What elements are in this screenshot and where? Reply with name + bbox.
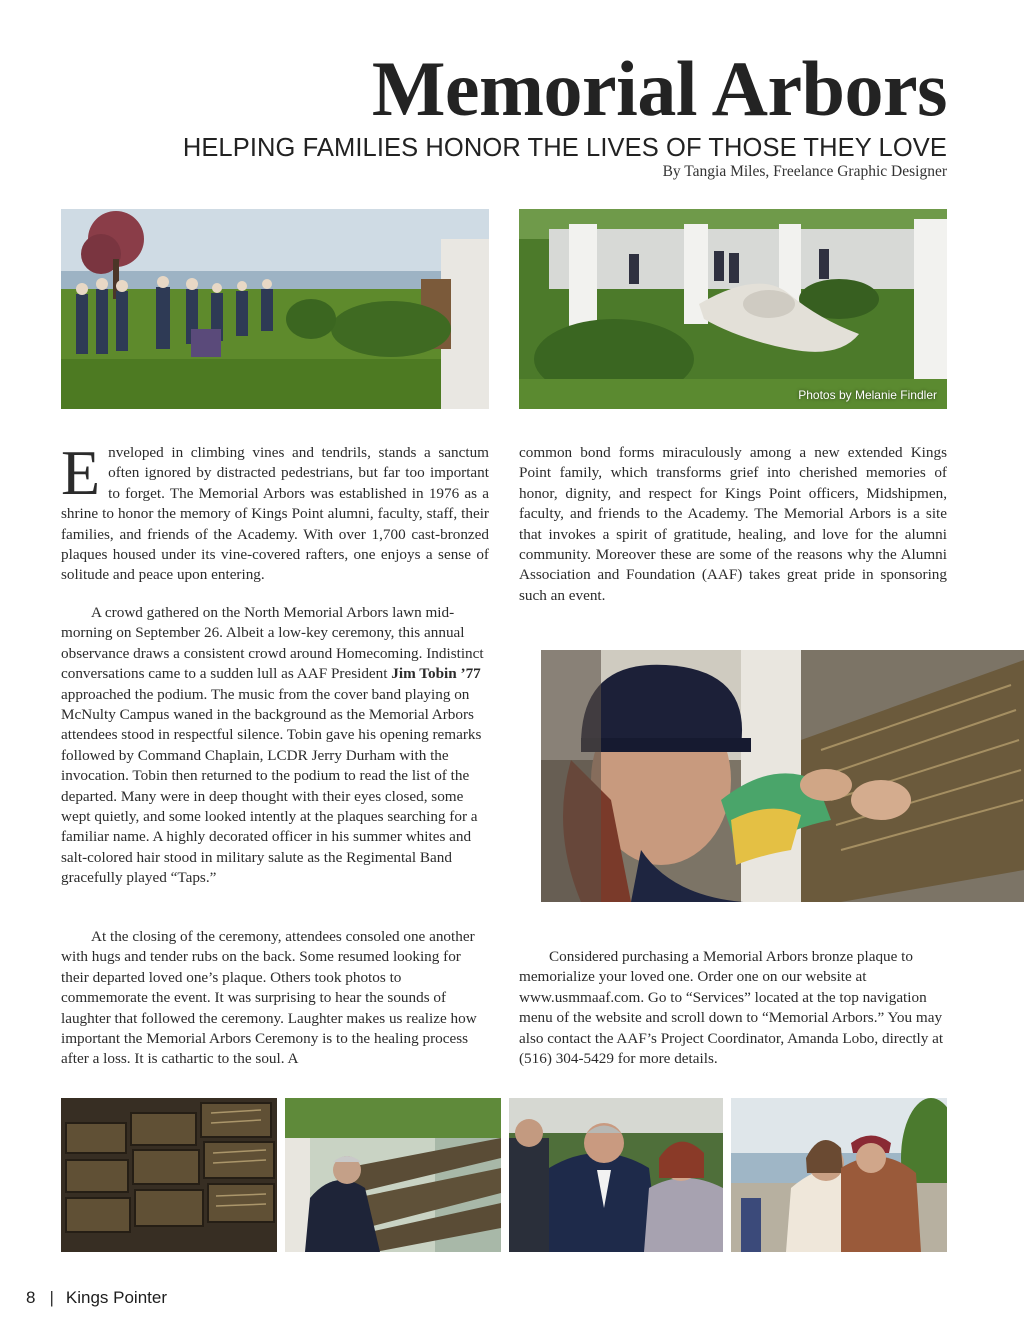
page-number: 8	[26, 1288, 36, 1307]
photo-credit: Photos by Melanie Findler	[798, 388, 937, 402]
article-paragraph-3	[61, 927, 489, 1070]
drop-cap: E	[61, 437, 101, 508]
page-subtitle: HELPING FAMILIES HONOR THE LIVES OF THOSE THEY LOVE	[182, 134, 947, 162]
publication-name: Kings Pointer	[65, 1288, 168, 1307]
byline: By Tangia Miles, Freelance Graphic Designer	[662, 163, 947, 180]
photo-hugging-couple	[731, 1098, 947, 1252]
photo-woman-touching-plaque	[541, 650, 1024, 902]
photo-attendees-mourning	[509, 1098, 723, 1252]
photo-propeller-memorial	[519, 209, 947, 409]
photo-bronze-plaques	[61, 1098, 277, 1252]
paragraph-text: nveloped in climbing vines and tendrils, stands a sanctum often ignored by distracted pedestrians, but far too important to forget. The Memorial Arbors was established in 1976 as a shrine to honor the memory of Kings Point alumni, faculty, staff, their families, and friends of the Academy. With over 1,700 cast-bronzed plaques housed under its vine-covered rafters, one enjoys a sense of solitude and peace upon entering.	[61, 444, 489, 584]
paragraph-text: approached the podium. The music from the cover band playing on McNulty Campus waned in the background as the Memorial Arbors attendees stood in respectful silence. Tobin gave his opening remarks followed by Command Chaplain, LCDR Jerry Durham with the invocation. Tobin then returned to the podium to read the list of the departed. Many were in deep thought with their eyes closed, some wept quietly, and some looked intently at the plaques searching for a familiar name. A highly decorated officer in his summer whites and salt-colored hair stood in military salute as the Regimental Band gracefully played “Taps.”	[61, 685, 482, 887]
page-footer	[26, 1288, 167, 1308]
footer-separator: |	[49, 1288, 54, 1307]
page-title: Memorial Arbors	[371, 45, 947, 132]
president-name: Jim Tobin ’77	[391, 665, 481, 683]
article-paragraph-1	[61, 437, 489, 586]
paragraph-text: Considered purchasing a Memorial Arbors bronze plaque to memorialize your loved one. Order one on our website at www.usmmaaf.com. Go to “Services” located at the top navigation menu of the website and scroll down to “Memorial Arbors.” You may also contact the AAF’s Project Coordinator, Amanda Lobo, directly at (516) 304-5429 for more details.	[519, 948, 944, 1068]
paragraph-text: At the closing of the ceremony, attendees consoled one another with hugs and tender rubs on the back. Some resumed looking for their departed loved one’s plaque. Others took photos to commemorate the event. It was surprising to hear the sounds of laughter that followed the ceremony. Laughter makes us realize how important the Memorial Arbors Ceremony is to the healing process after a loss. It is cathartic to the soul. A	[61, 928, 477, 1068]
article-paragraph-2	[61, 603, 491, 889]
article-paragraph-5	[519, 947, 947, 1069]
photo-crowd-on-lawn	[61, 209, 489, 409]
paragraph-text: A crowd gathered on the North Memorial Arbors lawn mid-morning on September 26. Albeit a low-key ceremony, this annual observance draws a consistent crowd around Homecoming. Indistinct conversations came to a sudden lull as AAF President	[61, 604, 484, 683]
photo-man-at-plaques	[285, 1098, 501, 1252]
paragraph-text: common bond forms miraculously among a new extended Kings Point family, which transforms grief into cherished memories of honor, dignity, and respect for Kings Point officers, Midshipmen, faculty, and friends to the Academy. The Memorial Arbors is a site that invokes a spirit of gratitude, healing, and love for the alumni community. Moreover these are some of the reasons why the Alumni Association and Foundation (AAF) takes great pride in sponsoring such an event.	[519, 444, 947, 604]
article-paragraph-4	[519, 443, 947, 606]
